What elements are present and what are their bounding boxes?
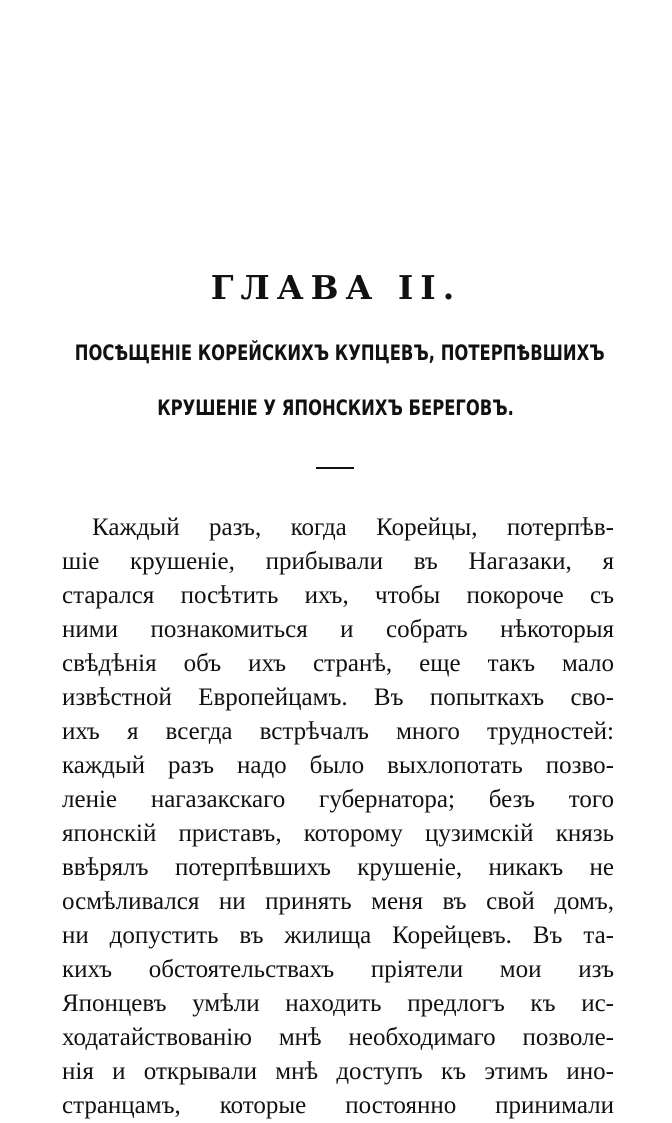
text-line: ними познакомиться и собрать нѣкоторыя: [62, 616, 614, 643]
text-line: Каждый разъ, когда Корейцы, потерпѣв-: [92, 514, 614, 541]
text-line: кихъ обстоятельствахъ пріятели мои изъ: [62, 956, 614, 983]
text-line: странцамъ, которые постоянно принимали: [62, 1092, 614, 1119]
text-line: ввѣрялъ потерпѣвшихъ крушеніе, никакъ не: [62, 854, 614, 881]
text-line: свѣдѣнія объ ихъ странѣ, еще такъ мало: [62, 650, 614, 677]
section-divider: [316, 467, 354, 469]
text-line: каждый разъ надо было выхлопотать позво-: [62, 752, 614, 779]
text-line: Японцевъ умѣли находить предлогъ къ ис-: [62, 990, 614, 1017]
text-line: осмѣливался ни принять меня въ свой домъ,: [62, 888, 614, 915]
text-line: ихъ я всегда встрѣчалъ много трудностей:: [62, 718, 614, 745]
text-line: японскій приставъ, которому цузимскій князь: [62, 820, 614, 847]
text-line: нія и открывали мнѣ доступъ къ этимъ ино-: [62, 1058, 614, 1085]
chapter-title: ГЛАВА II.: [210, 268, 462, 307]
text-line: ходатайствованію мнѣ необходимаго позволе-: [62, 1024, 614, 1051]
text-line: шіе крушеніе, прибывали въ Нагазаки, я: [62, 548, 614, 575]
text-line: леніе нагазакскаго губернатора; безъ того: [62, 786, 614, 813]
text-line: старался посѣтить ихъ, чтобы покороче съ: [62, 582, 614, 609]
chapter-subtitle-line-1: [0, 338, 672, 368]
text-line: извѣстной Европейцамъ. Въ попыткахъ сво-: [62, 684, 614, 711]
chapter-subtitle-text-2: КРУШЕНІЕ У ЯПОНСКИХЪ БЕРЕГОВЪ.: [157, 396, 515, 420]
body-text: [62, 511, 614, 1123]
chapter-subtitle-text-1: ПОСѢЩЕНІЕ КОРЕЙСКИХЪ КУПЦЕВЪ, ПОТЕРПѢВШИХЪ: [74, 341, 605, 365]
text-line: ни допустить въ жилища Корейцевъ. Въ та-: [62, 922, 614, 949]
chapter-subtitle-line-2: [0, 393, 672, 423]
